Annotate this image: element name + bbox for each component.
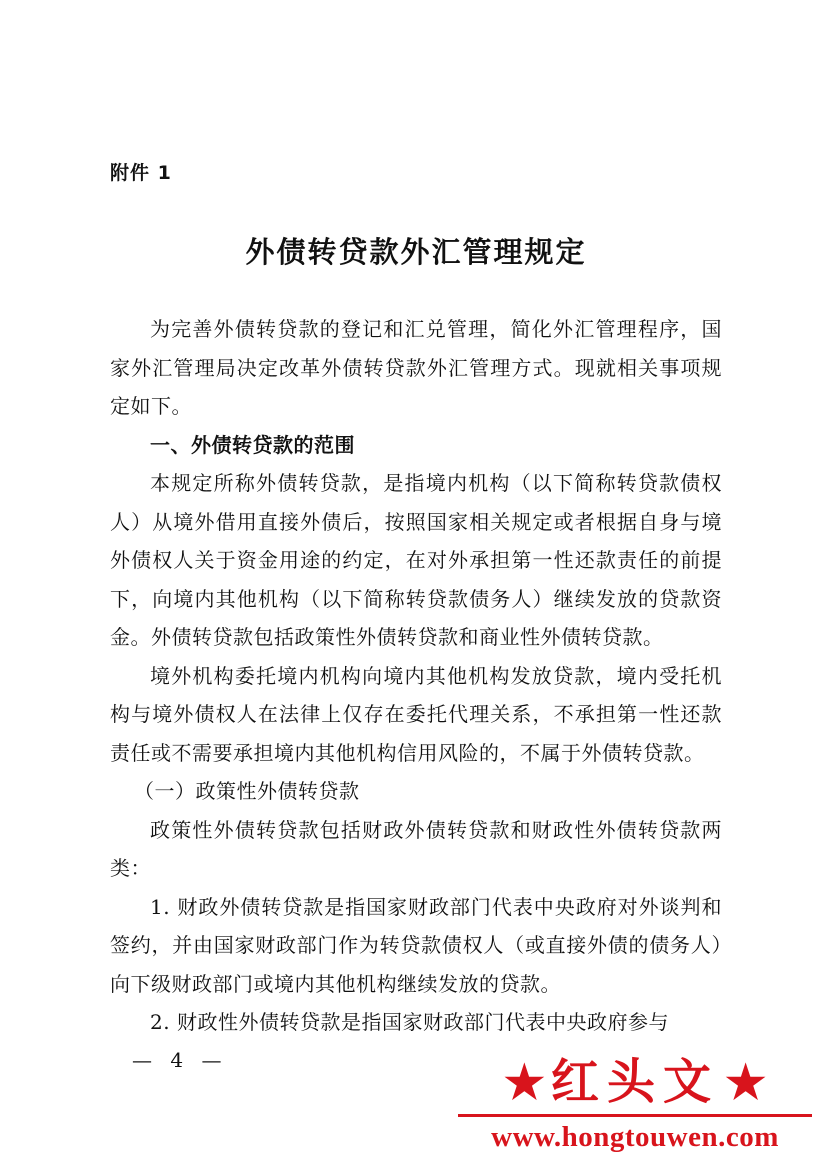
attachment-label: 附件 1 — [110, 162, 172, 184]
watermark-divider — [458, 1114, 812, 1117]
watermark-url: www.hongtouwen.com — [491, 1121, 779, 1153]
paragraph-exclusion: 境外机构委托境内机构向境内其他机构发放贷款，境内受托机构与境外债权人在法律上仅存在委托代理关系，不承担第一性还款责任或不需要承担境内其他机构信用风险的，不属于外债转贷款。 — [110, 663, 722, 765]
document-title: 外债转贷款外汇管理规定 — [245, 235, 587, 269]
watermark — [450, 1052, 820, 1162]
paragraph-intro: 为完善外债转贷款的登记和汇兑管理，简化外汇管理程序，国家外汇管理局决定改革外债转贷款外汇管理方式。现就相关事项规定如下。 — [110, 317, 722, 418]
document-body — [110, 310, 722, 1042]
paragraph-item-1: 1. 财政外债转贷款是指国家财政部门代表中央政府对外谈判和签约，并由国家财政部门作为转贷款债权人（或直接外债的债务人）向下级财政部门或境内其他机构继续发放的贷款。 — [110, 894, 722, 996]
star-icon: ★ — [503, 1055, 545, 1109]
watermark-text: 红头文 — [550, 1054, 719, 1110]
paragraph-policy-types: 政策性外债转贷款包括财政外债转贷款和财政性外债转贷款两类： — [110, 817, 722, 880]
page-number: — 4 — — [132, 1048, 228, 1072]
paragraph-definition: 本规定所称外债转贷款，是指境内机构（以下简称转贷款债权人）从境外借用直接外债后，按照国家相关规定或者根据自身与境外债权人关于资金用途的约定，在对外承担第一性还款责任的前提下，向境内其他机构（以下简称转贷款债务人）继续发放的贷款资金。外债转贷款包括政策性外债转贷款和商业性外债转贷款。 — [110, 471, 722, 649]
subsection-heading: （一）政策性外债转贷款 — [134, 779, 360, 803]
section-heading: 一、外债转贷款的范围 — [150, 432, 355, 457]
star-icon: ★ — [725, 1055, 767, 1109]
paragraph-item-2: 2. 财政性外债转贷款是指国家财政部门代表中央政府参与 — [150, 1010, 669, 1034]
